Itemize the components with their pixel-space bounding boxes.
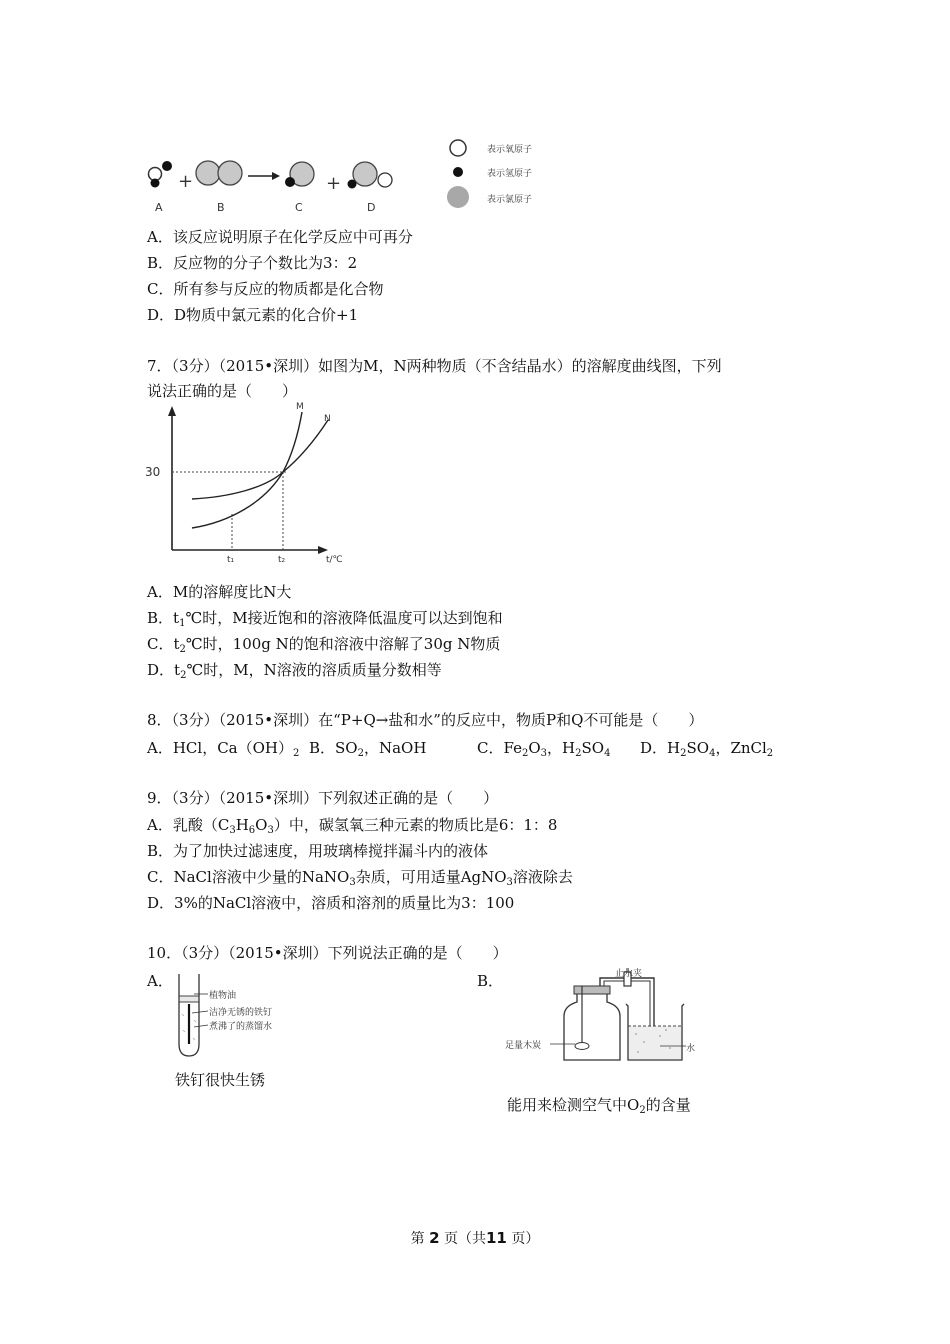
curve-n-label: N bbox=[324, 414, 331, 424]
gas-bottle bbox=[564, 992, 620, 1060]
molecule-label-d: D bbox=[367, 201, 376, 214]
test-tube-pointers bbox=[190, 985, 210, 1035]
q8-option-a: A．HCl，$Ca(OH)_2$ bbox=[147, 739, 300, 759]
q7-stem-line2: 说法正确的是（ ） bbox=[147, 382, 298, 400]
reaction-arrow bbox=[248, 172, 280, 180]
label-charcoal: 足量木炭 bbox=[505, 1041, 542, 1051]
q10-option-b-label: B． bbox=[477, 972, 504, 990]
plus-sign-2: + bbox=[326, 173, 342, 194]
curve-m-label: M bbox=[296, 402, 304, 412]
legend-hydrogen-label: 表示氢原子 bbox=[487, 169, 533, 179]
q9-stem: 9．（3分）（2015•深圳）下列叙述正确的是（ ） bbox=[147, 789, 499, 807]
q6-option-c: C．所有参与反应的物质都是化合物 bbox=[147, 280, 384, 298]
q8-option-d: D．$H_2SO_4$，ZnCl$_2$ bbox=[640, 739, 774, 759]
molecule-label-b: B bbox=[217, 201, 225, 214]
q9-option-b: B．为了加快过滤速度，用玻璃棒搅拌漏斗内的液体 bbox=[147, 842, 489, 860]
q8-option-c: C．$Fe_2O_3$，$H_2SO_4$ bbox=[477, 739, 611, 759]
label-clean-iron-nail: 洁净无锈的铁钉 bbox=[209, 1008, 273, 1018]
solubility-chart bbox=[140, 400, 360, 575]
label-stop-clamp: 止水夹 bbox=[615, 969, 643, 979]
label-water: 水 bbox=[686, 1044, 696, 1054]
page-footer: 第 2 页（共11 页） bbox=[410, 1229, 540, 1247]
chlorine-legend-icon bbox=[447, 186, 469, 208]
molecule-label-c: C bbox=[295, 201, 303, 214]
stopper bbox=[574, 986, 610, 994]
molecule-c bbox=[285, 162, 314, 187]
q7-option-c: C．$t_2℃$时，100g N的饱和溶液中溶解了30g N物质 bbox=[147, 635, 501, 655]
curve-n bbox=[192, 420, 328, 499]
q7-option-d: D．$t_2℃$时，M，N溶液的溶质质量分数相等 bbox=[147, 661, 442, 681]
y-tick-30: 30 bbox=[145, 465, 161, 479]
molecule-d bbox=[348, 162, 393, 189]
q7-option-b: B．$t_1℃$时，M接近饱和的溶液降低温度可以达到饱和 bbox=[147, 609, 503, 629]
oxygen-legend-icon bbox=[450, 140, 466, 156]
q10-option-a-label: A． bbox=[147, 972, 173, 990]
q6-option-a: A．该反应说明原子在化学反应中可再分 bbox=[147, 228, 413, 246]
legend-oxygen-label: 表示氧原子 bbox=[487, 145, 533, 155]
q9-option-c: C．NaCl溶液中少量的NaNO$_3$杂质，可用适量AgNO$_3$溶液除去 bbox=[147, 868, 573, 888]
q7-stem-line1: 7．（3分）（2015•深圳）如图为M，N两种物质（不含结晶水）的溶解度曲线图，下列 bbox=[147, 357, 722, 375]
molecule-a bbox=[149, 161, 173, 188]
molecule-label-a: A bbox=[155, 201, 163, 214]
plus-sign-1: + bbox=[178, 171, 194, 192]
x-tick-t2: t₂ bbox=[278, 555, 286, 565]
label-vegetable-oil: 植物油 bbox=[209, 991, 237, 1001]
q7-option-a: A．M的溶解度比N大 bbox=[147, 583, 292, 601]
label-boiled-water: 煮沸了的蒸馏水 bbox=[209, 1022, 273, 1032]
charcoal bbox=[575, 1043, 589, 1050]
x-tick-t1: t₁ bbox=[227, 555, 235, 565]
legend-chlorine-label: 表示氯原子 bbox=[487, 195, 533, 205]
q8-option-b: B．$SO_2$，NaOH bbox=[309, 739, 427, 759]
molecule-b bbox=[196, 161, 242, 185]
fig-a-caption: 铁钉很快生锈 bbox=[175, 1071, 266, 1089]
hydrogen-legend-icon bbox=[453, 167, 463, 177]
q10-stem: 10．（3分）（2015•深圳）下列说法正确的是（ ） bbox=[147, 944, 508, 962]
q6-option-d: D．D物质中氯元素的化合价+1 bbox=[147, 306, 359, 324]
x-axis-arrow bbox=[318, 546, 328, 554]
y-axis-arrow bbox=[168, 406, 176, 416]
water bbox=[629, 1026, 681, 1059]
x-axis-unit: t/℃ bbox=[326, 555, 343, 565]
fig-b-caption: 能用来检测空气中$O_2$的含量 bbox=[507, 1096, 691, 1116]
q6-option-b: B．反应物的分子个数比为3：2 bbox=[147, 254, 358, 272]
q9-option-a: A．乳酸$(C_3H_6O_3)$中，碳氢氧三种元素的物质比是6：1：8 bbox=[147, 816, 558, 836]
q8-stem: 8．（3分）（2015•深圳）在“P+Q→盐和水”的反应中，物质P和Q不可能是（ ） bbox=[147, 711, 704, 729]
q9-option-d: D．3%的NaCl溶液中，溶质和溶剂的质量比为3：100 bbox=[147, 894, 515, 912]
